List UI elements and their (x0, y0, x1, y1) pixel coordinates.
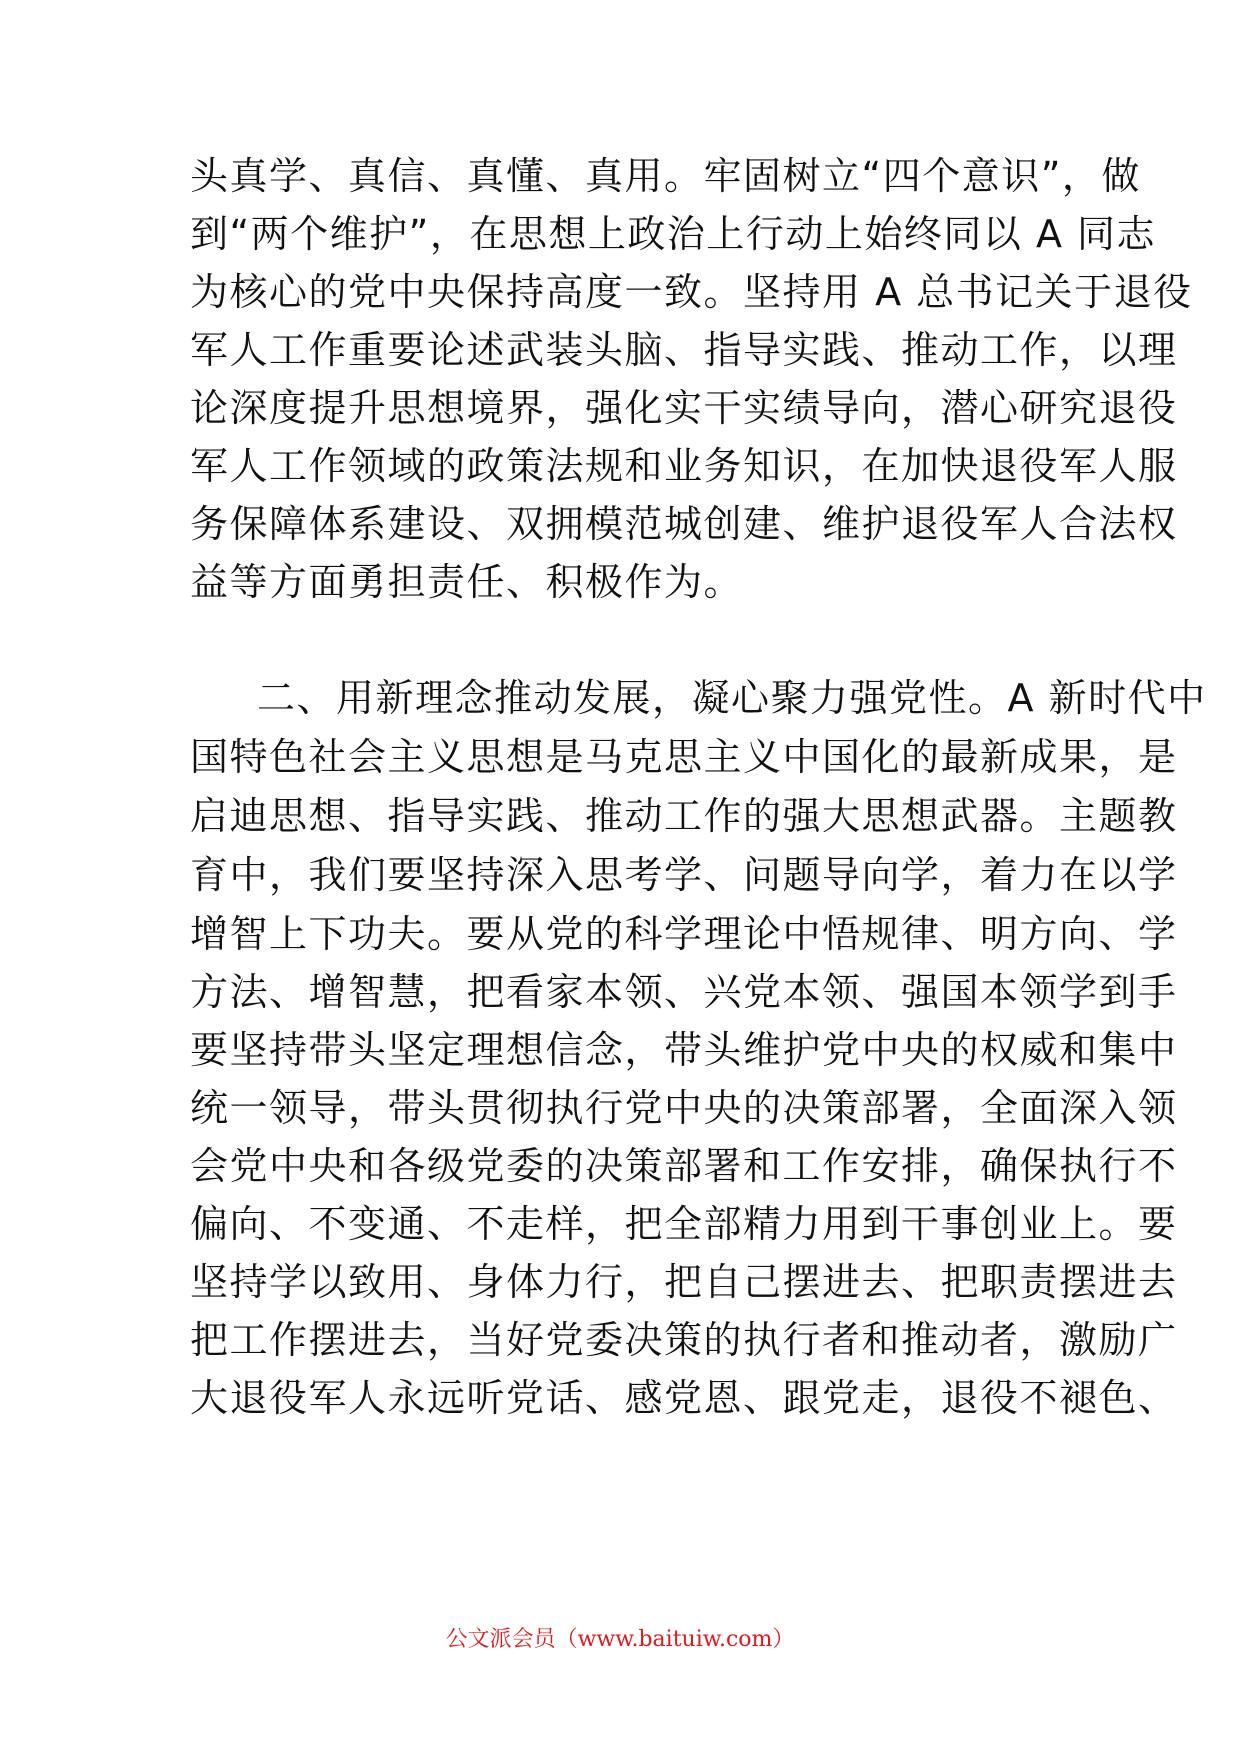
text-line: 务保障体系建设、双拥模范城创建、维护退役军人合法权 (190, 502, 1178, 546)
text-line: 军人工作领域的政策法规和业务知识，在加快退役军人服 (190, 444, 1178, 488)
text-line: 到“两个维护”，在思想上政治上行动上始终同以 A 同志 (190, 212, 1157, 256)
text-line: 启迪思想、指导实践、推动工作的强大思想武器。主题教 (190, 794, 1178, 838)
text-line: 方法、增智慧，把看家本领、兴党本领、强国本领学到手 (190, 970, 1178, 1014)
text-line: 要坚持带头坚定理想信念，带头维护党中央的权威和集中 (190, 1028, 1178, 1072)
text-line: 为核心的党中央保持高度一致。坚持用 A 总书记关于退役 (190, 270, 1193, 314)
text-line: 增智上下功夫。要从党的科学理论中悟规律、明方向、学 (190, 912, 1178, 956)
text-line: 头真学、真信、真懂、真用。牢固树立“四个意识”，做 (190, 154, 1141, 198)
text-line: 大退役军人永远听党话、感党恩、跟党走，退役不褪色、 (190, 1376, 1178, 1420)
text-line: 把工作摆进去，当好党委决策的执行者和推动者，激励广 (190, 1318, 1178, 1362)
text-line: 偏向、不变通、不走样，把全部精力用到干事创业上。要 (190, 1202, 1178, 1246)
text-line: 二、用新理念推动发展，凝心聚力强党性。A 新时代中 (257, 676, 1207, 720)
footer-watermark: 公文派会员（www.baituiw.com） (445, 1627, 795, 1652)
text-line: 论深度提升思想境界，强化实干实绩导向，潜心研究退役 (190, 386, 1178, 430)
text-line: 军人工作重要论述武装头脑、指导实践、推动工作，以理 (190, 328, 1178, 372)
text-line: 育中，我们要坚持深入思考学、问题导向学，着力在以学 (190, 853, 1178, 897)
text-line: 坚持学以致用、身体力行，把自己摆进去、把职责摆进去 (190, 1260, 1178, 1304)
text-line: 国特色社会主义思想是马克思主义中国化的最新成果，是 (190, 735, 1178, 779)
text-line: 益等方面勇担责任、积极作为。 (190, 560, 744, 604)
text-line: 会党中央和各级党委的决策部署和工作安排，确保执行不 (190, 1144, 1178, 1188)
text-line: 统一领导，带头贯彻执行党中央的决策部署，全面深入领 (190, 1086, 1178, 1130)
